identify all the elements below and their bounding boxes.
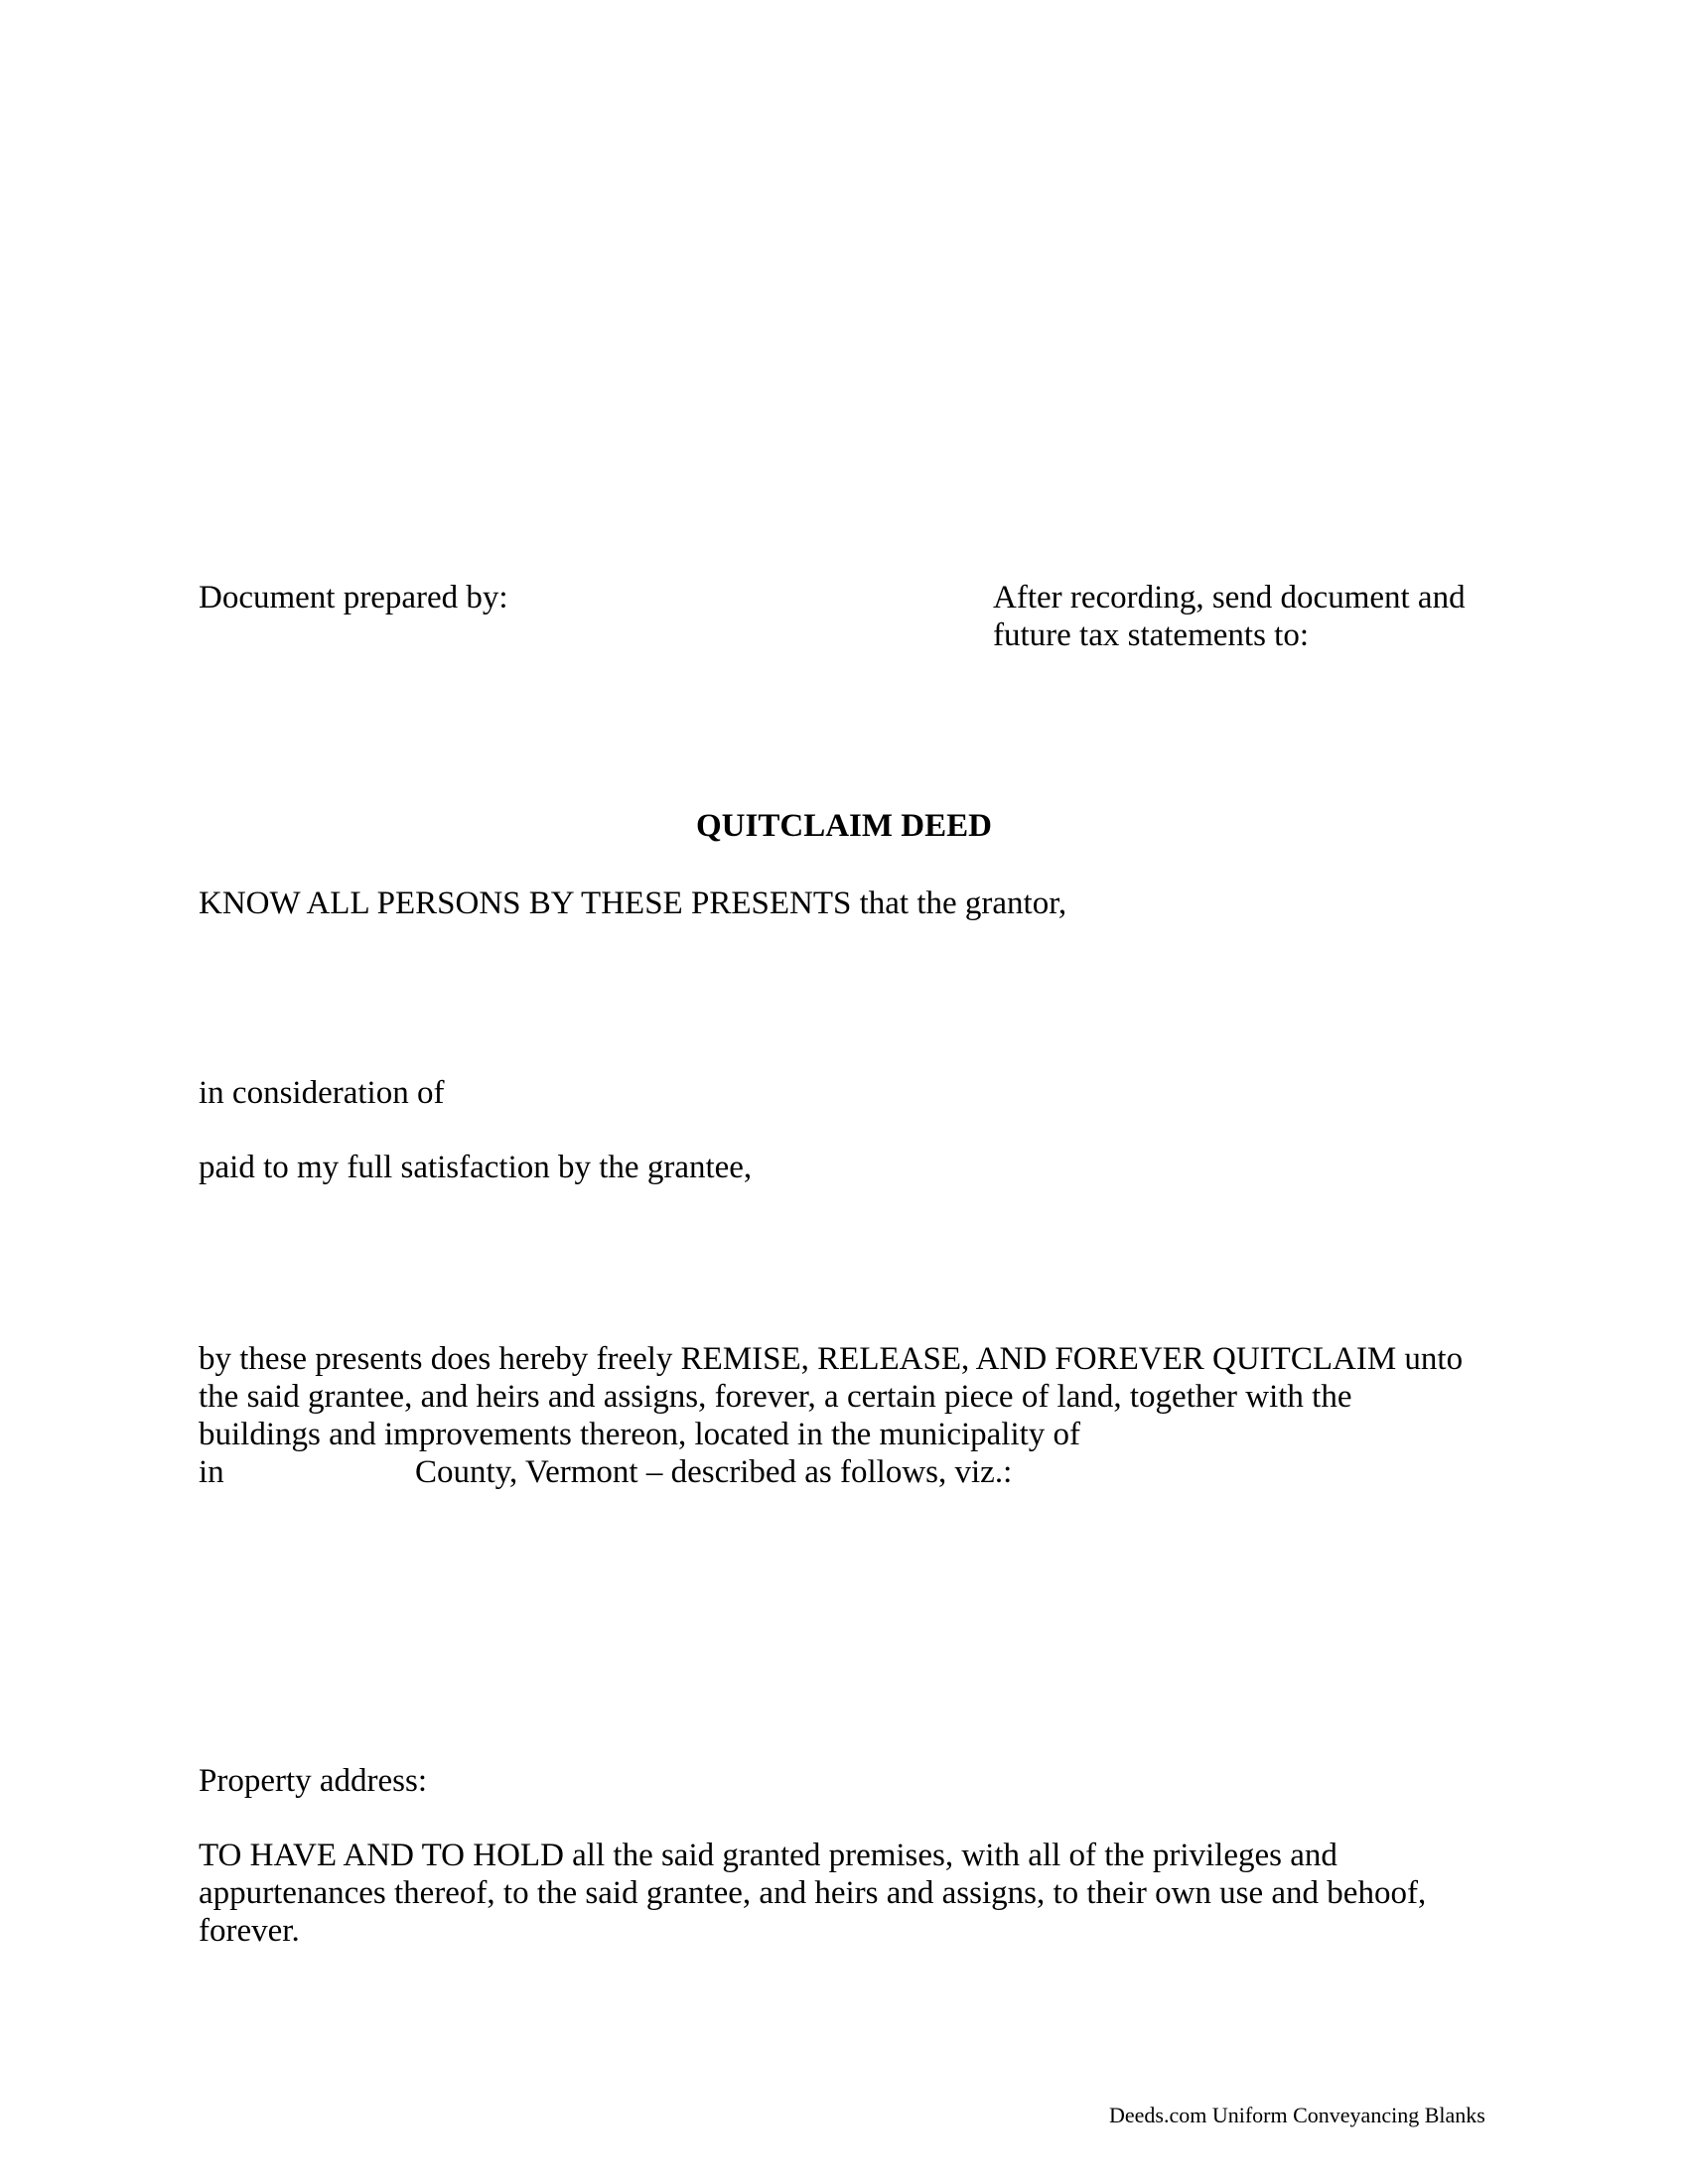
return-to-label-line-1: After recording, send document and <box>993 580 1466 615</box>
county-line-prefix: in <box>199 1454 224 1490</box>
county-line-suffix: County, Vermont – described as follows, viz.: <box>415 1454 1013 1490</box>
habendum-line-2: appurtenances thereof, to the said grantee, and heirs and assigns, to their own use and behoof, <box>199 1875 1427 1911</box>
footer-text: Deeds.com Uniform Conveyancing Blanks <box>1109 2103 1485 2127</box>
habendum-line-3: forever. <box>199 1913 300 1949</box>
conveyance-line-3: buildings and improvements thereon, located in the municipality of <box>199 1417 1081 1452</box>
consideration-clause: in consideration of <box>199 1075 445 1111</box>
paid-clause: paid to my full satisfaction by the grantee, <box>199 1150 753 1185</box>
document-title: QUITCLAIM DEED <box>696 808 992 844</box>
habendum-line-1: TO HAVE AND TO HOLD all the said granted premises, with all of the privileges and <box>199 1838 1337 1873</box>
conveyance-line-2: the said grantee, and heirs and assigns, forever, a certain piece of land, together with the <box>199 1379 1352 1415</box>
prepared-by-label: Document prepared by: <box>199 580 508 615</box>
grantor-clause: KNOW ALL PERSONS BY THESE PRESENTS that the grantor, <box>199 886 1067 921</box>
conveyance-line-1: by these presents does hereby freely REMISE, RELEASE, AND FOREVER QUITCLAIM unto <box>199 1341 1464 1377</box>
return-to-label-line-2: future tax statements to: <box>993 617 1309 653</box>
property-address-label: Property address: <box>199 1763 428 1799</box>
